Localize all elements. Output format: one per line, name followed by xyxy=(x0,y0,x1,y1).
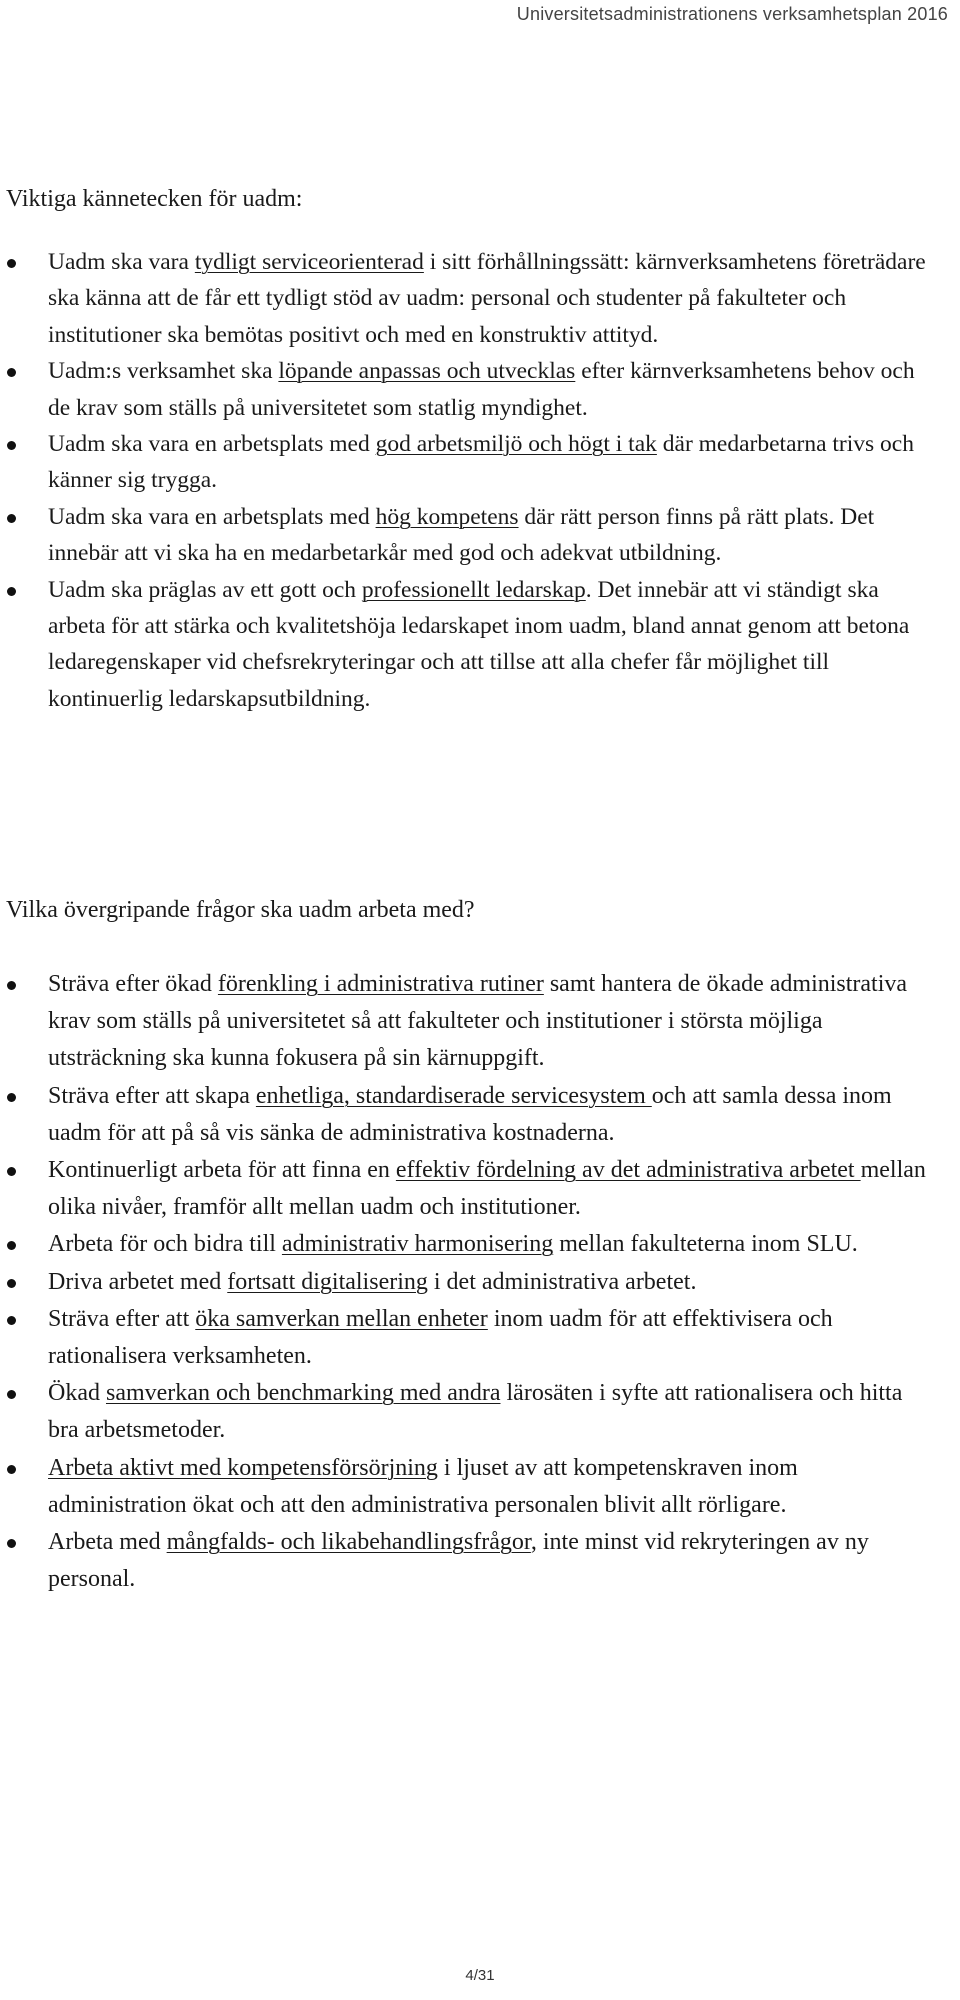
bullet-icon xyxy=(7,1241,16,1250)
list-item: Uadm:s verksamhet ska löpande anpassas och utvecklas efter kärnverksamhetens behov och de krav som ställs på universitetet som statlig myndighet. xyxy=(0,353,930,426)
underlined-phrase: samverkan och benchmarking med andra xyxy=(105,1380,501,1407)
list-item: Arbeta aktivt med kompetensförsörjning i ljuset av att kompetenskraven inom administration ökat och att den administrativa personalen blivit allt rörligare. xyxy=(0,1450,930,1524)
section-heading-characteristics: Viktiga kännetecken för uadm: xyxy=(6,186,303,212)
list-item: Uadm ska vara en arbetsplats med god arbetsmiljö och högt i tak där medarbetarna trivs och känner sig trygga. xyxy=(0,426,930,499)
bullet-icon xyxy=(7,1279,16,1288)
section-heading-focus-areas: Vilka övergripande frågor ska uadm arbeta med? xyxy=(6,897,475,923)
characteristics-list xyxy=(0,244,930,717)
underlined-phrase: fortsatt digitalisering xyxy=(227,1268,428,1295)
underlined-phrase: god arbetsmiljö och högt i tak xyxy=(375,431,657,458)
underlined-phrase: förenkling i administrativa rutiner xyxy=(217,971,544,997)
underlined-phrase: Arbeta aktivt med kompetensförsörjning xyxy=(48,1454,438,1481)
underlined-phrase: enhetliga, standardiserade servicesystem xyxy=(255,1082,652,1109)
underlined-phrase: mångfalds- och likabehandlingsfrågor xyxy=(166,1529,531,1556)
page-number: 4/31 xyxy=(465,1967,495,1984)
underlined-phrase: effektiv fördelning av det administrativa arbetet xyxy=(395,1157,861,1184)
list-item: Ökad samverkan och benchmarking med andra lärosäten i syfte att rationalisera och hitta bra arbetsmetoder. xyxy=(0,1375,930,1449)
underlined-phrase: tydligt serviceorienterad xyxy=(194,249,424,275)
list-item: Kontinuerligt arbeta för att finna en effektiv fördelning av det administrativa arbetet mellan olika nivåer, framför allt mellan uadm och institutioner. xyxy=(0,1152,930,1226)
bullet-icon xyxy=(7,441,16,450)
list-item: Sträva efter ökad förenkling i administrativa rutiner samt hantera de ökade administrativa krav som ställs på universitetet så att fakulteter och institutioner i största möjliga utsträckning ska kunna fokusera på sin kärnuppgift. xyxy=(0,966,930,1078)
list-item: Uadm ska vara tydligt serviceorienterad i sitt förhållningssätt: kärnverksamhetens företrädare ska känna att de får ett tydligt stöd av uadm: personal och studenter på fakulteter och institutioner ska bemötas positivt och med en konstruktiv attityd. xyxy=(0,244,930,353)
bullet-icon xyxy=(7,1316,16,1325)
bullet-icon xyxy=(7,1465,16,1474)
bullet-icon xyxy=(7,1167,16,1176)
bullet-icon xyxy=(7,587,16,596)
list-item: Sträva efter att öka samverkan mellan enheter inom uadm för att effektivisera och rationalisera verksamheten. xyxy=(0,1301,930,1375)
underlined-phrase: hög kompetens xyxy=(375,503,519,530)
underlined-phrase: professionellt ledarskap xyxy=(361,576,586,603)
document-header: Universitetsadministrationens verksamhetsplan 2016 xyxy=(516,4,948,24)
list-item: Sträva efter att skapa enhetliga, standardiserade servicesystem och att samla dessa inom uadm för att på så vis sänka de administrativa kostnaderna. xyxy=(0,1078,930,1152)
underlined-phrase: öka samverkan mellan enheter xyxy=(195,1305,488,1332)
bullet-icon xyxy=(7,514,16,523)
bullet-icon xyxy=(7,1093,16,1102)
list-item: Arbeta för och bidra till administrativ harmonisering mellan fakulteterna inom SLU. xyxy=(0,1226,930,1263)
list-item: Driva arbetet med fortsatt digitalisering i det administrativa arbetet. xyxy=(0,1264,930,1301)
bullet-icon xyxy=(7,259,16,268)
list-item: Uadm ska präglas av ett gott och professionellt ledarskap. Det innebär att vi ständigt ska arbeta för att stärka och kvalitetshöja ledarskapet inom uadm, bland annat genom att betona ledaregenskaper vid chefsrekryteringar och att tillse att alla chefer får möjlighet till kontinuerlig ledarskapsutbildning. xyxy=(0,572,930,718)
bullet-icon xyxy=(7,981,16,990)
underlined-phrase: löpande anpassas och utvecklas xyxy=(278,358,576,385)
list-item: Uadm ska vara en arbetsplats med hög kompetens där rätt person finns på rätt plats. Det innebär att vi ska ha en medarbetarkår med god och adekvat utbildning. xyxy=(0,499,930,572)
focus-areas-list xyxy=(0,966,930,1598)
bullet-icon xyxy=(7,368,16,377)
underlined-phrase: administrativ harmonisering xyxy=(281,1231,554,1258)
bullet-icon xyxy=(7,1539,16,1548)
bullet-icon xyxy=(7,1390,16,1399)
list-item: Arbeta med mångfalds- och likabehandlingsfrågor, inte minst vid rekryteringen av ny personal. xyxy=(0,1524,930,1598)
